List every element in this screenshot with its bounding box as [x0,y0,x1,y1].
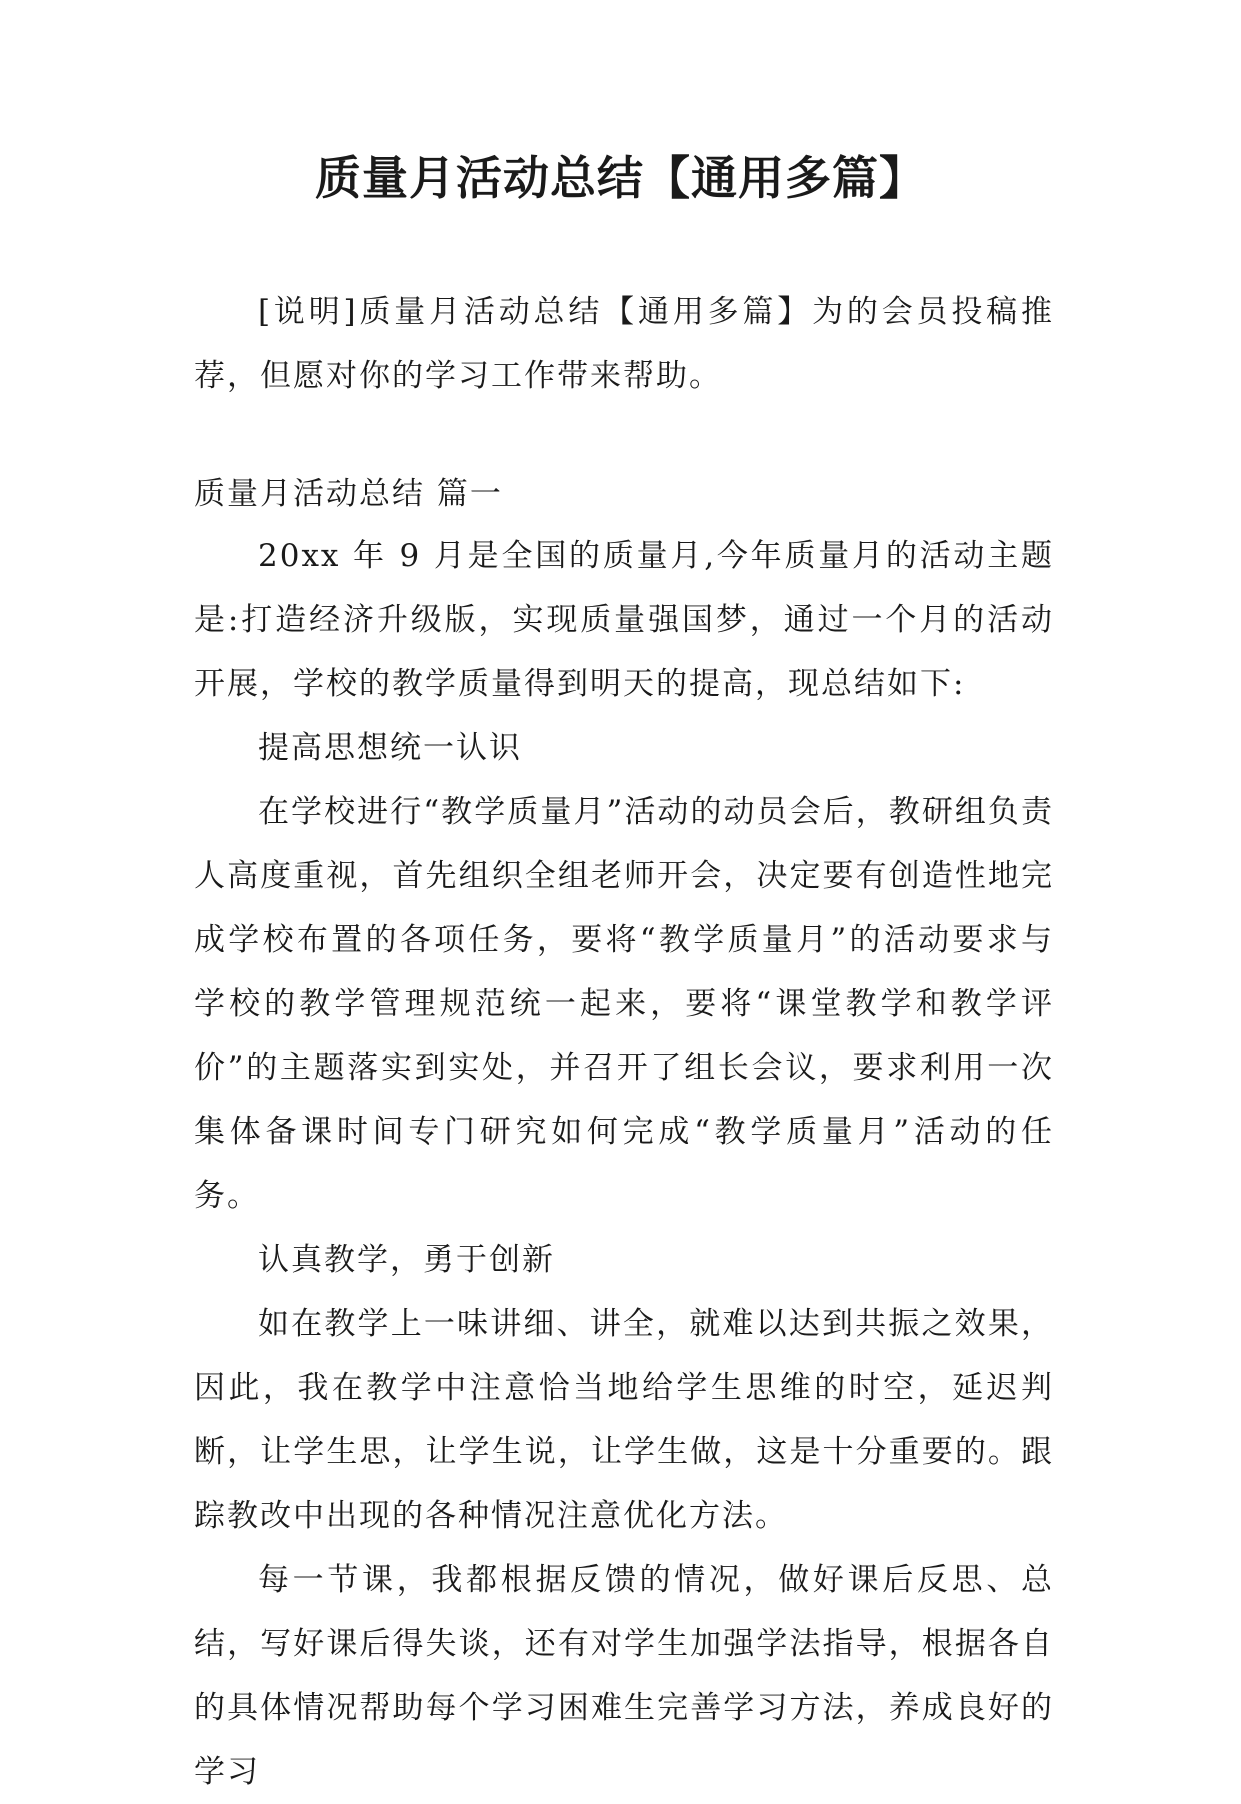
intro-note: [说明]质量月活动总结【通用多篇】为的会员投稿推荐，但愿对你的学习工作带来帮助。 [194,294,1054,394]
paragraph: 20xx 年 9 月是全国的质量月,今年质量月的活动主题是:打造经济升级版，实现质量强国梦，通过一个月的活动开展，学校的教学质量得到明天的提高，现总结如下: [194,538,1054,702]
body-content [194,524,1054,1804]
paragraph: 每一节课，我都根据反馈的情况，做好课后反思、总结，写好课后得失谈，还有对学生加强学法指导，根据各自的具体情况帮助每个学习困难生完善学习方法，养成良好的学习 [194,1562,1054,1790]
document-title: 质量月活动总结【通用多篇】 [315,151,926,205]
paragraph: 如在教学上一味讲细、讲全，就难以达到共振之效果，因此，我在教学中注意恰当地给学生思维的时空，延迟判断，让学生思，让学生说，让学生做，这是十分重要的。跟踪教改中出现的各种情况注意优化方法。 [194,1306,1054,1534]
subheading: 认真教学，勇于创新 [258,1242,555,1278]
section-heading: 质量月活动总结 篇一 [194,476,503,512]
subheading: 提高思想统一认识 [258,730,522,766]
paragraph: 在学校进行“教学质量月”活动的动员会后，教研组负责人高度重视，首先组织全组老师开会，决定要有创造性地完成学校布置的各项任务，要将“教学质量月”的活动要求与学校的教学管理规范统一起来，要将“课堂教学和教学评价”的主题落实到实处，并召开了组长会议，要求利用一次集体备课时间专门研究如何完成“教学质量月”活动的任务。 [194,794,1054,1214]
